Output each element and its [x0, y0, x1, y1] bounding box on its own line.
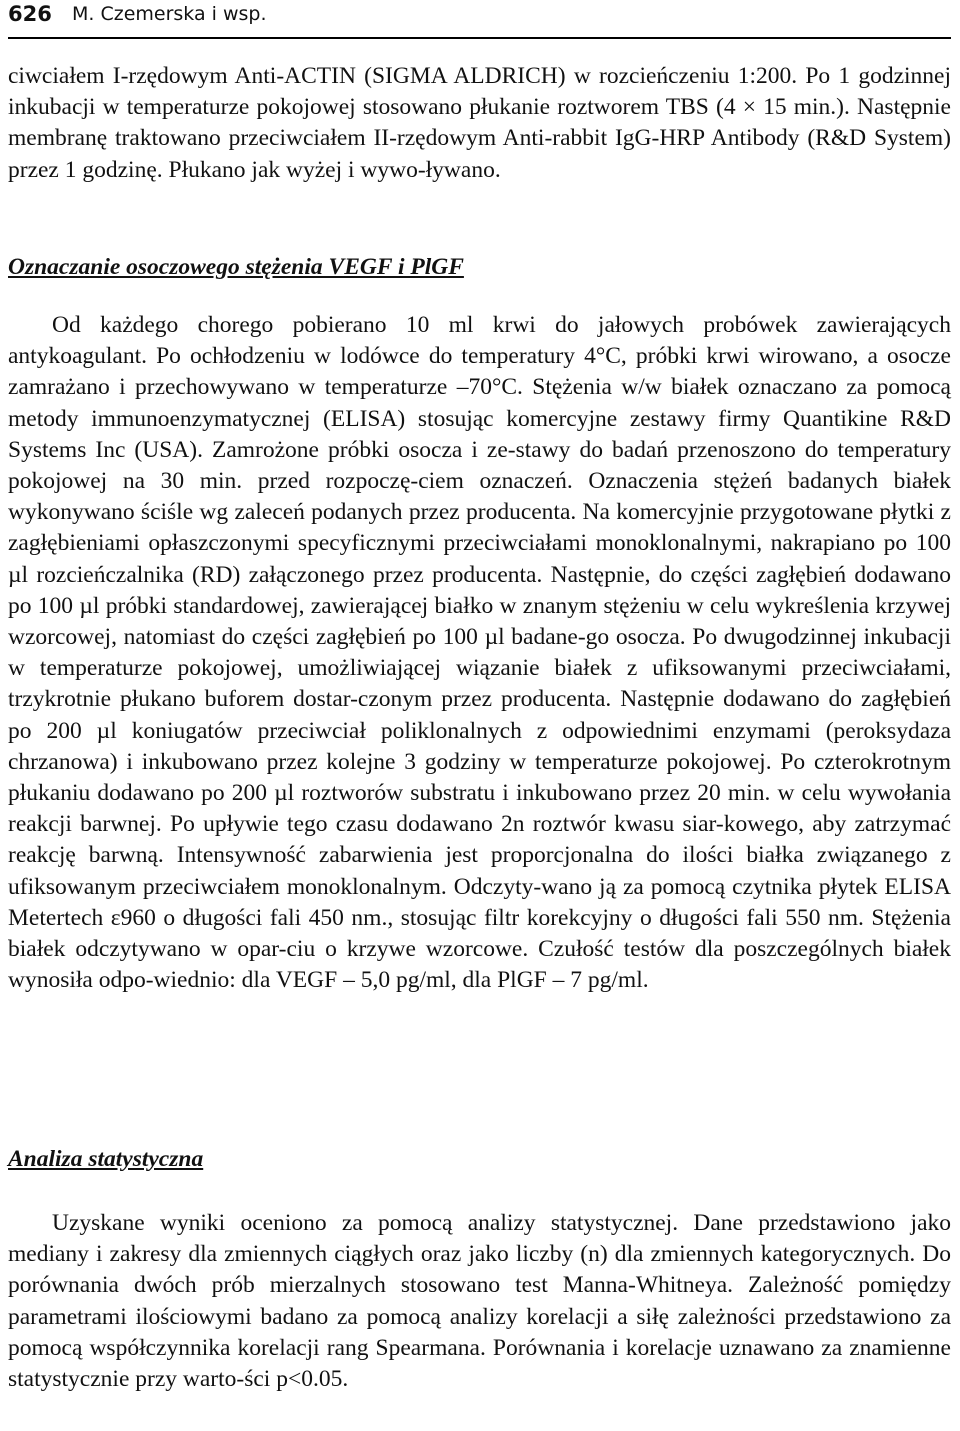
paragraph-text: Uzyskane wyniki oceniono za pomocą analizy statystycznej. Dane przedstawiono jako mediany i zakresy dla zmiennych ciągłych oraz jako liczby (n) dla zmiennych kategorycznych. Do porównania dwóch prób mierzalnych stosowano test Manna-Whitneya. Zależność pomiędzy parametrami ilościowymi badano za pomocą analizy korelacji a siłę zależności przedstawiono za pomocą współczynnika korelacji rang Spearmana. Porównania i korelacje uznawano za znamienne statystycznie przy warto-ści p<0.05.: [8, 1210, 951, 1393]
paragraph-text: Od każdego chorego pobierano 10 ml krwi do jałowych probówek zawierających antykoagulant. Po ochłodzeniu w lodówce do temperatury 4°C, próbki krwi wirowano, a osocze zamrażano i przechowywano w temperaturze –70°C. Stężenia w/w białek oznaczano za pomocą metody immunoenzymatycznej (ELISA) stosując komercyjne zestawy firmy Quantikine R&D Systems Inc (USA). Zamrożone próbki osocza i ze-stawy do badań przenoszono do temperatury pokojowej na 30 min. przed rozpoczę-ciem oznaczeń. Oznaczenia stężeń badanych białek wykonywano ściśle wg zaleceń podanych przez producenta. Na komercyjnie przygotowane płytki z zagłębieniami opłaszczonymi specyficznymi przeciwciałami monoklonalnymi, nakrapiano po 100 µl rozcieńczalnika (RD) załączonego przez producenta. Następnie, do części zagłębień dodawano po 100 µl próbki standardowej, zawierającej białko w znanym stężeniu w celu wykreślenia krzywej wzorcowej, natomiast do części zagłębień po 100 µl badane-go osocza. Po dwugodzinnej inkubacji w temperaturze pokojowej, umożliwiającej wiązanie białek z ufiksowanymi przeciwciałami, trzykrotnie płukano buforem dostar-czonym przez producenta. Następnie dodawano do zagłębień po 200 µl koniugatów przeciwciał poliklonalnych z odpowiednimi enzymami (peroksydaza chrzanowa) i inkubowano przez kolejne 3 godziny w temperaturze pokojowej. Po czterokrotnym płukaniu dodawano po 200 µl roztworów substratu i inkubowano przez 20 min. w celu wywołania reakcji barwnej. Po upływie tego czasu dodawano 2n roztwór kwasu siar-kowego, aby zatrzymać reakcję barwną. Intensywność zabarwienia jest proporcjonalna do ilości białka związanego z ufiksowanym przeciwciałem monoklonalnym. Odczyty-wano ją za pomocą czytnika płytek ELISA Metertech ε960 o długości fali 450 nm., stosując filtr korekcyjny o długości fali 550 nm. Stężenia białek odczytywano w opar-ciu o krzywe wzorcowe. Czułość testów dla poszczególnych białek wynosiła odpo-wiednio: dla VEGF – 5,0 pg/ml, dla PlGF – 7 pg/ml.: [8, 312, 951, 994]
paragraph-text: ciwciałem I-rzędowym Anti-ACTIN (SIGMA ALDRICH) w rozcieńczeniu 1:200. Po 1 godzinnej inkubacji w temperaturze pokojowej stosowano płukanie roztworem TBS (4 × 15 min.). Następnie membranę traktowano przeciwciałem II-rzędowym Anti-rabbit IgG-HRP Antibody (R&D System) przez 1 godzinę. Płukano jak wyżej i wywo-ływano.: [8, 63, 951, 183]
paragraph-statistics: [8, 1208, 951, 1395]
paragraph-elisa-method: [8, 310, 951, 996]
paragraph-western-blot-continuation: [8, 61, 951, 186]
page-number: 626: [8, 2, 52, 26]
section-heading-vegf-plgf: Oznaczanie osoczowego stężenia VEGF i PlGF: [8, 254, 464, 280]
running-head: [8, 0, 951, 39]
section-heading-statistics: Analiza statystyczna: [8, 1146, 204, 1172]
running-head-authors: M. Czemerska i wsp.: [72, 3, 267, 25]
